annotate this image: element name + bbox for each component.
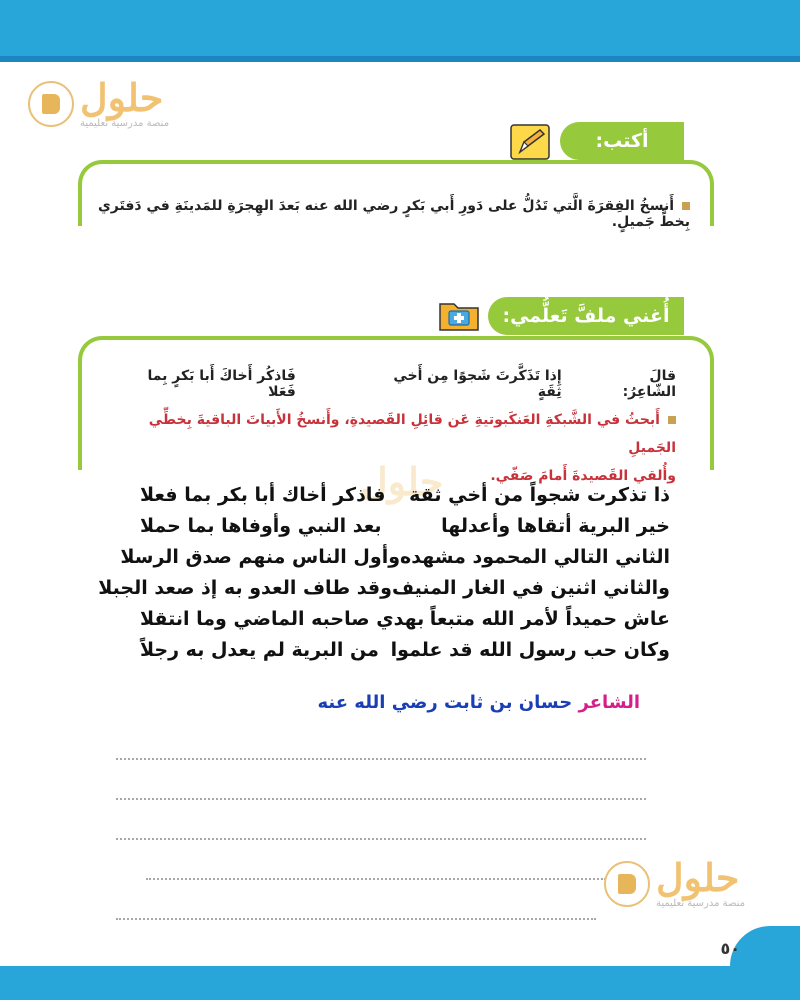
poem-verse: الثاني التالي المحمود مشهده وأول الناس منهم صدق الرسلا (120, 546, 670, 568)
poem-verse: وكان حب رسول الله قد علموا من البرية لم يعدل به رجلاً (140, 639, 670, 661)
writing-line (116, 798, 646, 800)
poem-verse: عاش حميداً لأمر الله متبعاً بهدي صاحبه الماضي وما انتقلا (140, 608, 670, 630)
write-instruction: أَنسخُ الفِقرَةَ الَّتي تَدُلُّ على دَورِ أَبي بَكرٍ رضي الله عنه بَعدَ الهِجرَةِ للمَدينَةِ في دَفتَري بِخطٍّ جَميلٍ. (97, 198, 690, 230)
logo-book-icon (604, 861, 650, 907)
pencil-icon (510, 124, 550, 160)
bottom-footer-band (0, 966, 800, 1000)
folder-add-icon (438, 298, 480, 332)
writing-line (116, 918, 596, 920)
writing-line (116, 758, 646, 760)
logo-subtitle: منصة مدرسية تعليمية (80, 118, 170, 129)
quote-first-hemistich: إِذا تَذَكَّرتَ شَجوًا مِن أَخي ثِقَةٍ (393, 368, 562, 400)
logo-top (28, 75, 170, 129)
poem-verse: ذا تذكرت شجواً من أخي ثقة فاذكر أخاك أبا بكر بما فعلا (140, 484, 670, 506)
page-number: ٥٠ (720, 939, 740, 958)
write-section-title: أكتب: (560, 122, 684, 160)
writing-line (116, 838, 646, 840)
quote-label: قالَ الشّاعِرُ: (622, 368, 676, 400)
poet-label: الشاعر (578, 692, 640, 713)
poem-verse: خير البرية أتقاها وأعدلها بعد النبي وأوفاها بما حملا (140, 515, 670, 537)
poem-block (98, 484, 670, 670)
research-instruction: أَبحثُ في الشَّبكةِ العَنكَبوتيةِ عَن قائِلِ القَصيدةِ، وأَنسخُ الأَبياتَ الباقيةَ بِخطِّي الجَميلِ وأُلقي القَصيدةَ أَمامَ صَفّي. (148, 412, 676, 484)
top-header-band (0, 0, 800, 62)
bullet-icon (668, 416, 676, 424)
quote-second-hemistich: فَاذكُر أَخاكَ أَبا بَكرٍ بِما فَعَلا (147, 368, 296, 400)
poem-verse: والثاني اثنين في الغار المنيف وقد طاف العدو به إذ صعد الجبلا (98, 577, 670, 599)
bullet-icon (682, 202, 690, 210)
poet-credit (317, 692, 640, 713)
learning-file-section-title: أُغني ملفَّ تَعلُّمي: (488, 297, 684, 335)
logo-watermark: حلول (360, 459, 444, 504)
writing-line (146, 878, 606, 880)
quote-line (116, 368, 676, 400)
poet-name: حسان بن ثابت رضي الله عنه (317, 692, 573, 713)
logo-bottom: حلول منصة مدرسية تعليمية (604, 858, 745, 909)
footer-corner (730, 926, 800, 966)
logo-word: حلول (80, 75, 164, 120)
logo-book-icon (28, 81, 74, 127)
